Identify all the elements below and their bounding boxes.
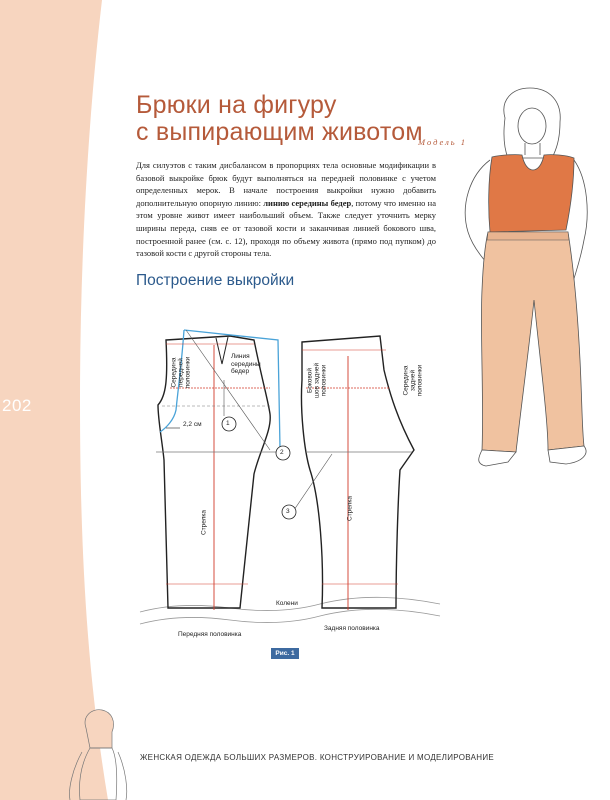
back-center-label-1: Середина bbox=[402, 365, 410, 396]
arrow-3 bbox=[294, 454, 332, 510]
page-number: 202 bbox=[2, 396, 32, 415]
back-crease-label: Стрелка bbox=[346, 495, 354, 522]
back-center-label-3: половинки bbox=[416, 364, 424, 397]
footer-figure-illustration bbox=[70, 710, 127, 800]
knee-wavy-line-lower bbox=[140, 609, 440, 624]
title-line-1: Брюки на фигуру bbox=[136, 91, 337, 119]
page-footer: ЖЕНСКАЯ ОДЕЖДА БОЛЬШИХ РАЗМЕРОВ. КОНСТРУИРОВАНИЕ И МОДЕЛИРОВАНИЕ bbox=[140, 753, 495, 762]
back-center-label-2: задней bbox=[409, 369, 417, 392]
hip-line-label-2: середины bbox=[231, 360, 261, 368]
arrow-2 bbox=[186, 330, 270, 450]
intro-text-part-2: , потому что именно на этом уровне живот имеет наибольший объем. Также следует уточнить мерку ширины переда, сняв ее от тазовой кости и заканчивая линией бокового шва, построенной ранее (см. с. 12), проходя по объему живота (прямо под пупком) до тазовой кости с другой стороны тела. bbox=[136, 197, 436, 259]
model-label: Модель 1 bbox=[418, 137, 468, 147]
back-side-seam-label-1: Боковой bbox=[306, 367, 314, 394]
front-center-line-label bbox=[171, 350, 192, 396]
back-side-seam-label-2: шов задней bbox=[313, 362, 321, 399]
knee-label: Колени bbox=[276, 600, 298, 607]
model-figure-illustration bbox=[465, 88, 587, 466]
figure-caption: Рис. 1 bbox=[271, 648, 299, 659]
front-dart bbox=[216, 337, 228, 364]
back-side-seam-label-3: половинки bbox=[320, 364, 328, 397]
intro-text-bold: линию середины бедер bbox=[263, 197, 352, 208]
marker-3-label: 3 bbox=[286, 508, 290, 515]
front-center-label-1: Середина bbox=[170, 357, 178, 388]
front-center-label-2: передней bbox=[177, 358, 185, 387]
front-crease-label: Стрелка bbox=[200, 509, 208, 536]
hip-line-label-3: бедер bbox=[231, 368, 250, 375]
back-half-name: Задняя половинка bbox=[324, 625, 380, 632]
back-side-seam-label bbox=[307, 358, 328, 404]
back-center-line-label bbox=[403, 358, 424, 404]
measure-label: 2,2 см bbox=[183, 421, 202, 428]
marker-2-label: 2 bbox=[280, 449, 284, 456]
front-center-label-3: половинки bbox=[184, 356, 192, 389]
marker-1-label: 1 bbox=[226, 420, 230, 427]
front-half-name: Передняя половинка bbox=[178, 631, 242, 638]
hip-line-label bbox=[231, 353, 261, 376]
hip-line-label-1: Линия bbox=[231, 353, 250, 360]
section-title: Построение выкройки bbox=[136, 272, 295, 289]
title-line-2: с выпирающим животом bbox=[136, 118, 423, 146]
intro-text-part-1: Для силуэтов с таким дисбалансом в пропорциях тела основные модификации в базовой выкройке брюк будут выполняться на передней половинке с учетом определенных мерок. В начале построения выкройки нужно добавить дополнительную опорную линию: bbox=[136, 160, 436, 208]
